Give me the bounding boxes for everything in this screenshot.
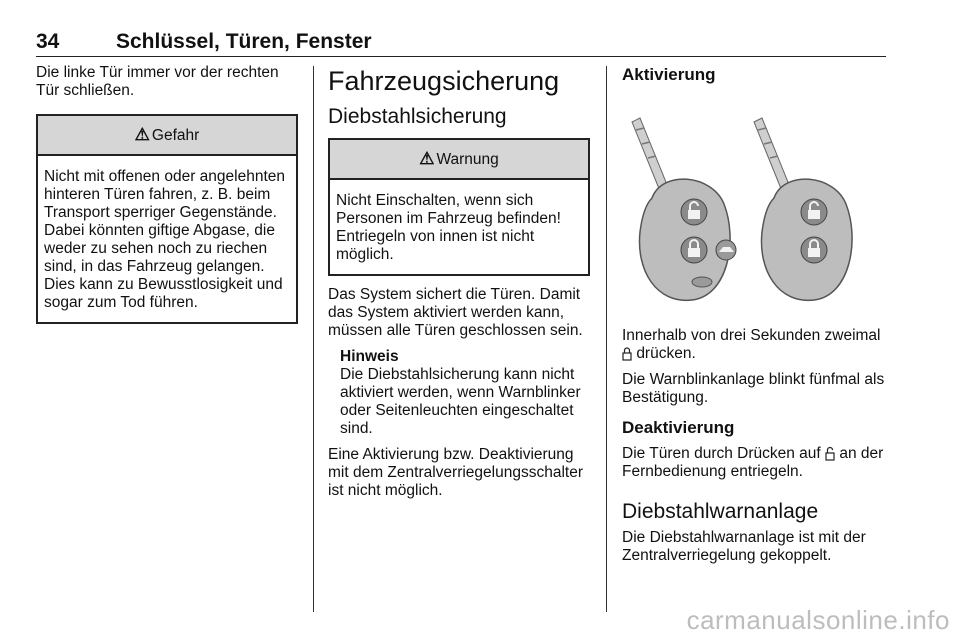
alarm-heading: Diebstahlwarnanlage — [622, 500, 819, 523]
warning-text: Nicht Einschalten, wenn sich Personen im Fahrzeug befinden! Entriegeln von innen ist nicht möglich. — [336, 192, 561, 263]
danger-text: Nicht mit offenen oder angelehnten hinteren Türen fahren, z. B. beim Transport sperriger Gegenstände. Dabei könnten giftige Abgase, die weder zu sehen noch zu riechen sind, in das Fahrzeug gelangen. Dies kann zu Bewusstlosigkeit und sogar zum Tod führen. — [44, 168, 285, 311]
confirmation-text: Die Warnblinkanlage blinkt fünfmal als Bestätigung. — [622, 371, 885, 406]
warning-triangle-icon: ⚠ — [419, 149, 435, 168]
column-middle — [328, 62, 590, 500]
activation-instruction — [622, 327, 888, 363]
section-heading: Fahrzeugsicherung — [328, 66, 560, 96]
page-header — [36, 30, 886, 57]
system-paragraph: Das System sichert die Türen. Damit das System aktiviert werden kann, müssen alle Türen geschlossen sein. — [328, 286, 583, 339]
activation-heading: Aktivierung — [622, 65, 716, 84]
note-text: Die Diebstahlsicherung kann nicht aktiviert werden, wenn Warnblinker oder Seitenleuchten eingeschaltet sind. — [340, 366, 581, 437]
warning-title: Warnung — [436, 151, 499, 168]
column-divider — [606, 66, 607, 612]
activation-text-before: Innerhalb von drei Sekunden zweimal — [622, 327, 881, 344]
danger-box-header — [38, 116, 296, 156]
watermark: carmanualsonline.info — [686, 605, 950, 635]
warning-triangle-icon: ⚠ — [134, 125, 150, 144]
danger-box — [36, 114, 298, 324]
column-left — [36, 64, 298, 324]
note-block — [328, 348, 590, 438]
lock-icon — [622, 346, 632, 361]
danger-title: Gefahr — [151, 127, 200, 144]
intro-text: Die linke Tür immer vor der rechten Tür schließen. — [36, 64, 279, 99]
activation-restriction-paragraph: Eine Aktivierung bzw. Deaktivierung mit dem Zentralverriegelungsschalter ist nicht möglich. — [328, 446, 583, 499]
remote-key-illustration — [622, 100, 884, 312]
deactivation-instruction — [622, 445, 888, 481]
warning-box — [328, 138, 590, 276]
unlock-icon — [825, 446, 835, 461]
deactivation-text-after: an der Fernbedienung entriegeln. — [622, 445, 884, 480]
deactivation-heading: Deaktivierung — [622, 418, 735, 437]
chapter-title: Schlüssel, Türen, Fenster — [116, 30, 372, 53]
column-divider — [313, 66, 314, 612]
activation-text-after: drücken. — [636, 345, 696, 362]
page-number: 34 — [36, 30, 60, 53]
deactivation-text-before: Die Türen durch Drücken auf — [622, 445, 821, 462]
alarm-text: Die Diebstahlwarnanlage ist mit der Zentralverriegelung gekoppelt. — [622, 529, 866, 564]
subsection-heading: Diebstahlsicherung — [328, 105, 507, 128]
column-right — [622, 64, 888, 565]
warning-box-header — [330, 140, 588, 180]
note-title: Hinweis — [340, 348, 399, 365]
